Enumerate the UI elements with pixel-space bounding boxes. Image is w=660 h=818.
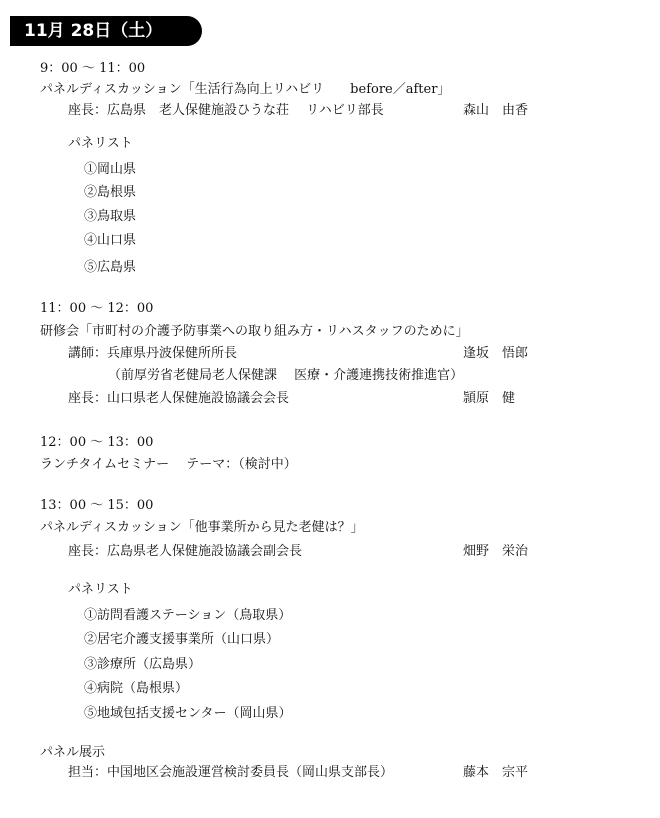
session4-panelist: ④病院（島根県） (84, 681, 189, 696)
session4-time: 13：00 ～ 15：00 (40, 498, 154, 513)
session3-title: ランチタイムセミナー テーマ：（検討中） (40, 457, 297, 472)
session1-chair-name: 森山 由香 (463, 103, 529, 118)
date-header: 11月 28日（土） (10, 16, 202, 46)
session4-panelist: ③診療所（広島県） (84, 657, 202, 672)
session2-time: 11：00 ～ 12：00 (40, 301, 154, 316)
session4-chair-name: 畑野 栄治 (463, 544, 529, 559)
session3-time: 12：00 ～ 13：00 (40, 435, 154, 450)
session1-panelist: ④山口県 (84, 233, 137, 248)
session5-staff-label: 担当：中国地区会施設運営検討委員長（岡山県支部長） (68, 765, 394, 780)
session1-title: パネルディスカッション「生活行為向上リハビリ before／after」 (40, 82, 451, 97)
session4-panelist: ⑤地域包括支援センター（岡山県） (84, 706, 292, 721)
session1-panelist: ⑤広島県 (84, 260, 137, 275)
session1-chair-label: 座長：広島県 老人保健施設ひうな荘 リハビリ部長 (68, 103, 384, 118)
session2-title: 研修会「市町村の介護予防事業への取り組み方・リハスタッフのために」 (40, 324, 469, 339)
session4-chair-label: 座長：広島県老人保健施設協議会副会長 (68, 544, 303, 559)
session2-lecturer-note: （前厚労省老健局老人保健課 医療・介護連携技術推進官） (108, 368, 464, 383)
session2-lecturer-name: 逢坂 悟郎 (463, 346, 529, 361)
session2-chair-label: 座長：山口県老人保健施設協議会会長 (68, 391, 290, 406)
session4-panelist: ①訪問看護ステーション（鳥取県） (84, 608, 292, 623)
session5-title: パネル展示 (40, 745, 106, 760)
session1-panelists-label: パネリスト (68, 136, 133, 151)
session4-panelist: ②居宅介護支援事業所（山口県） (84, 632, 280, 647)
session2-lecturer-label: 講師：兵庫県丹波保健所所長 (68, 346, 238, 361)
session5-staff-name: 藤本 宗平 (463, 765, 529, 780)
session1-time: 9：00 ～ 11：00 (40, 61, 146, 76)
session2-chair-name: 頴原 健 (463, 391, 516, 406)
session1-panelist: ①岡山県 (84, 162, 137, 177)
session1-panelist: ③鳥取県 (84, 209, 137, 224)
session1-panelist: ②島根県 (84, 185, 137, 200)
session4-panelists-label: パネリスト (68, 582, 133, 597)
session4-title: パネルディスカッション「他事業所から見た老健は？」 (40, 520, 364, 535)
